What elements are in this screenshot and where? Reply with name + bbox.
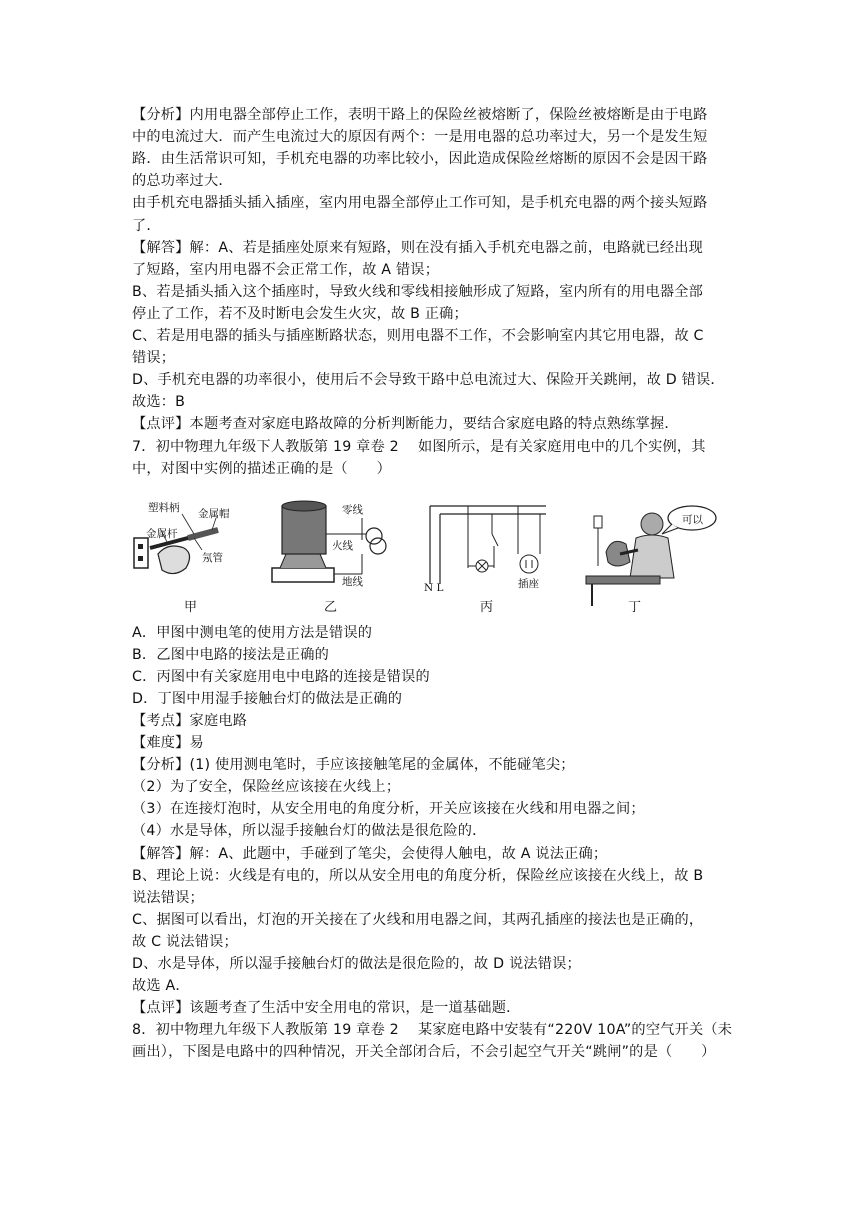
label-neon-tube: 氖管 — [202, 552, 223, 564]
text-line: 【考点】家庭电路 — [132, 713, 248, 730]
text-line: 故选：B — [132, 394, 186, 411]
text-line: 中，对图中实例的描述正确的是（ ） — [132, 460, 391, 477]
text-line: 错误； — [132, 350, 176, 367]
text-line: 说法错误； — [132, 889, 204, 906]
text-line: 路．由生活常识可知，手机充电器的功率比较小，因此造成保险丝熔断的原因不会是因干路 — [132, 151, 708, 168]
text-line: C、据图可以看出，灯泡的开关接在了火线和用电器之间，其两孔插座的接法也是正确的， — [132, 911, 704, 928]
text-line: 【解答】解：A、此题中，手碰到了笔尖，会使得人触电，故 A 说法正确； — [132, 845, 608, 862]
text-line: C、若是用电器的插头与插座断路状态，则用电器不工作，不会影响室内其它用电器，故 C — [132, 328, 704, 344]
text-line: 8．初中物理九年级下人教版第 19 章卷 2 某家庭电路中安装有“220V 10A”的空气开关（未 — [132, 1021, 733, 1038]
text-line: 中的电流过大．而产生电流过大的原因有两个：一是用电器的总功率过大，另一个是发生短 — [132, 129, 708, 146]
text-line: B、理论上说：火线是有电的，所以从安全用电的角度分析，保险丝应该接在火线上，故 B — [132, 867, 704, 884]
text-line: B．乙图中电路的接法是正确的 — [132, 647, 329, 664]
text-line: 【分析】内用电器全部停止工作，表明干路上的保险丝被熔断了，保险丝被熔断是由于电路 — [132, 107, 708, 123]
label-metal-rod: 金属杆 — [146, 528, 178, 540]
figure-jia — [128, 494, 248, 616]
label-plastic-handle: 塑料柄 — [148, 502, 180, 514]
label-ground-wire: 地线 — [342, 576, 363, 588]
text-line: A．甲图中测电笔的使用方法是错误的 — [132, 625, 373, 641]
text-line: 了． — [132, 217, 161, 234]
text-line: 7．初中物理九年级下人教版第 19 章卷 2 如图所示，是有关家庭用电中的几个实例，其 — [132, 438, 706, 455]
text-line: 【分析】(1) 使用测电笔时，手应该接触笔尾的金属体，不能碰笔尖； — [132, 757, 575, 774]
caption-ding: 丁 — [628, 600, 642, 615]
caption-jia: 甲 — [184, 600, 198, 615]
text-line: 【点评】该题考查了生活中安全用电的常识，是一道基础题． — [132, 999, 521, 1016]
figure-yi — [266, 494, 396, 616]
text-line: 故选 A． — [132, 977, 190, 994]
text-line: 【解答】解：A、若是插座处原来有短路，则在没有插入手机充电器之前，电路就已经出现 — [132, 239, 704, 256]
text-line: 【难度】易 — [132, 735, 204, 752]
text-line: D．丁图中用湿手接触台灯的做法是正确的 — [132, 691, 403, 708]
caption-bing: 丙 — [480, 600, 494, 615]
label-metal-cap: 金属帽 — [198, 508, 230, 520]
text-line: C．丙图中有关家庭用电中电路的连接是错误的 — [132, 669, 430, 686]
label-socket: 插座 — [518, 578, 539, 590]
text-line: 画出），下图是电路中的四种情况，开关全部闭合后，不会引起空气开关“跳闸”的是（ ） — [132, 1043, 716, 1060]
text-line: D、手机充电器的功率很小，使用后不会导致干路中总电流过大、保险开关跳闸，故 D 错误． — [132, 372, 725, 389]
speech-bubble-text: 可以 — [682, 514, 703, 526]
text-line: （4）水是导体，所以湿手接触台灯的做法是很危险的． — [132, 823, 487, 840]
figure-ding — [576, 494, 736, 616]
wet-hand-lamp-drawing — [576, 494, 736, 616]
text-line: 的总功率过大． — [132, 173, 233, 190]
text-line: （3）在连接灯泡时，从安全用电的角度分析，开关应该接在火线和用电器之间； — [132, 801, 645, 818]
figure-row — [128, 494, 738, 616]
label-live-wire: 火线 — [332, 540, 353, 552]
text-line: （2）为了安全，保险丝应该接在火线上； — [132, 779, 401, 796]
text-line: D、水是导体，所以湿手接触台灯的做法是很危险的，故 D 说法错误； — [132, 955, 581, 972]
text-line: 【点评】本题考查对家庭电路故障的分析判断能力，要结合家庭电路的特点熟练掌握． — [132, 416, 679, 433]
text-line: 了短路，室内用电器不会正常工作，故 A 错误； — [132, 261, 440, 278]
text-line: 故 C 说法错误； — [132, 933, 238, 950]
text-line: 停止了工作，若不及时断电会发生火灾，故 B 正确； — [132, 305, 468, 322]
figure-bing — [418, 494, 558, 616]
text-line: 由手机充电器插头插入插座，室内用电器全部停止工作可知，是手机充电器的两个接头短路 — [132, 195, 708, 212]
label-n-l: N L — [424, 582, 444, 594]
text-line: B、若是插头插入这个插座时，导致火线和零线相接触形成了短路，室内所有的用电器全部 — [132, 283, 704, 300]
caption-yi: 乙 — [324, 600, 338, 615]
label-neutral-wire: 零线 — [342, 504, 363, 516]
